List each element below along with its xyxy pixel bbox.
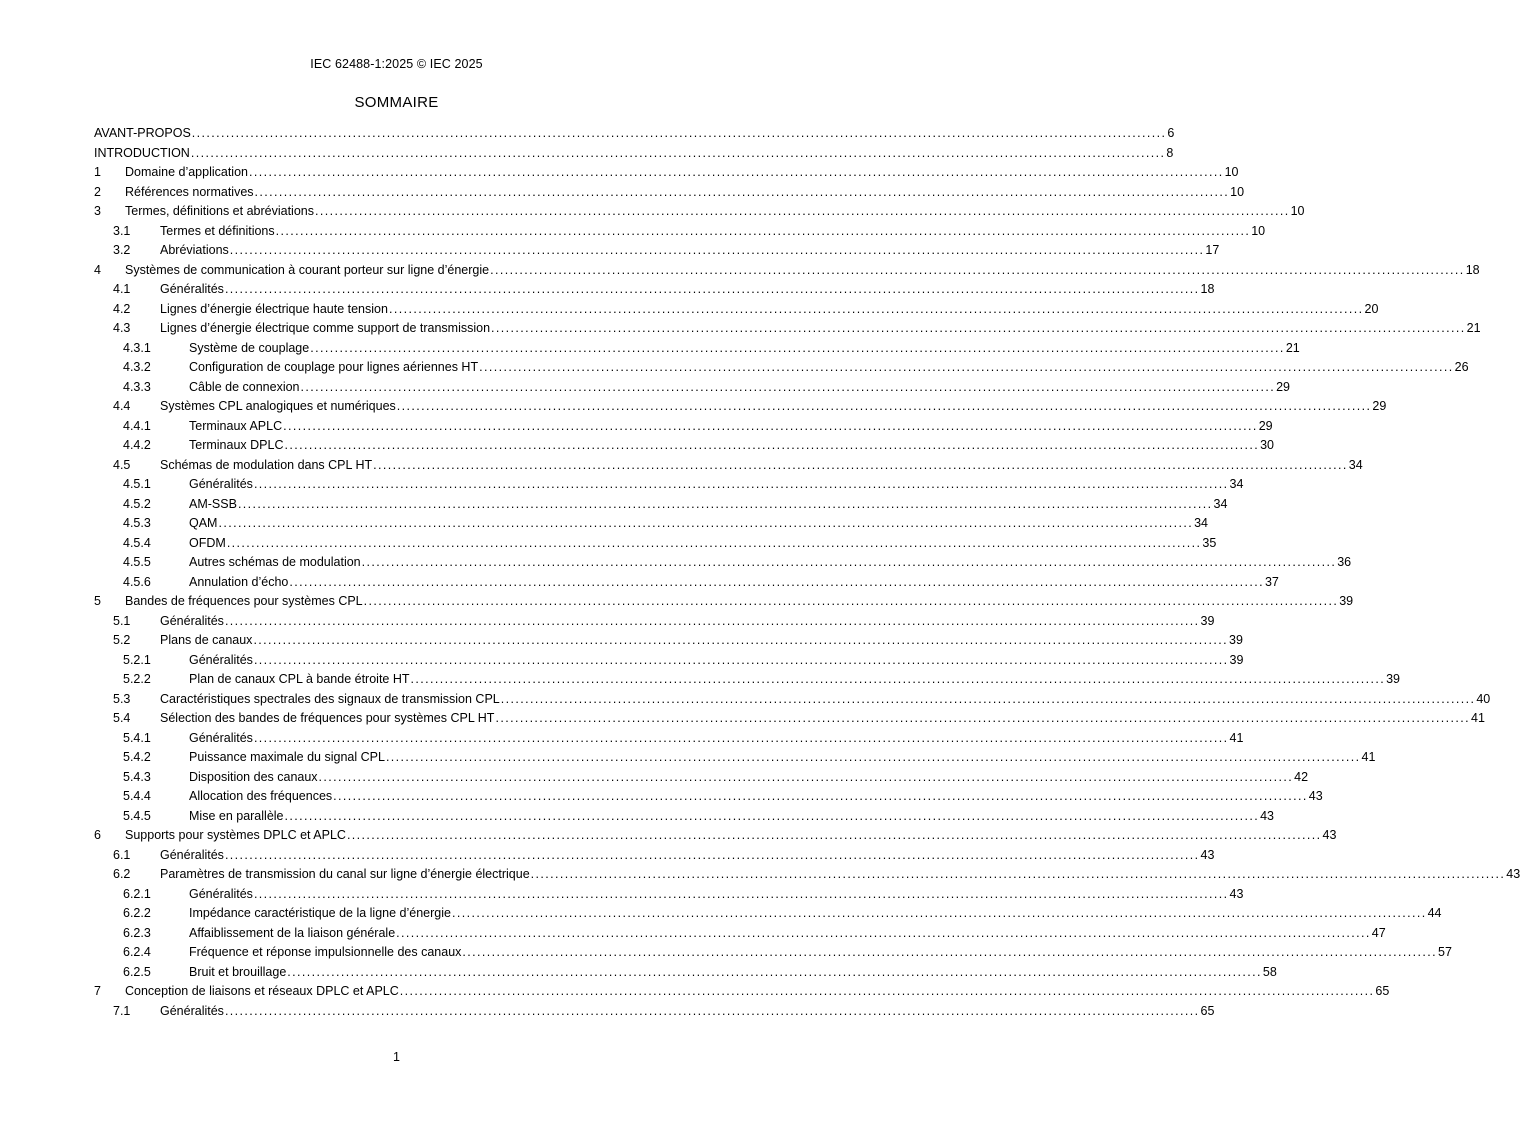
document-header: IEC 62488-1:2025 © IEC 2025 xyxy=(310,57,483,71)
toc-entry[interactable] xyxy=(94,807,1274,827)
toc-entry[interactable] xyxy=(94,241,1220,261)
toc-entry-title: Bruit et brouillage xyxy=(189,963,287,983)
toc-entry[interactable] xyxy=(94,553,1352,573)
toc-dot-leader: ........................................................................................................................................................................................................ xyxy=(451,906,1427,920)
toc-entry-title: Lignes d’énergie électrique haute tension xyxy=(160,300,389,320)
toc-entry[interactable] xyxy=(94,982,1390,1002)
toc-entry[interactable] xyxy=(94,826,1337,846)
toc-entry-number: 4.5.1 xyxy=(123,477,151,491)
toc-entry-number: 4.1 xyxy=(113,282,131,296)
page-title: SOMMAIRE xyxy=(354,94,439,111)
toc-entry-page: 58 xyxy=(1262,964,1277,979)
toc-entry-number: 6.2 xyxy=(113,867,131,881)
toc-entry-title: AVANT-PROPOS xyxy=(94,124,192,144)
toc-entry-number: 4.4.2 xyxy=(123,438,151,452)
toc-entry-page: 34 xyxy=(1348,457,1363,472)
toc-entry-number: 4.2 xyxy=(113,301,131,316)
toc-entry-title: Généralités xyxy=(160,280,225,300)
toc-entry-number: 5.3 xyxy=(113,691,131,706)
toc-entry-page: 29 xyxy=(1372,399,1387,413)
toc-entry-title: Généralités xyxy=(160,1002,225,1022)
toc-dot-leader: ........................................................................................................................................................................................................ xyxy=(218,516,1194,530)
toc-entry-number: 6.2.4 xyxy=(123,945,151,959)
toc-entry[interactable] xyxy=(94,612,1215,632)
toc-dot-leader: ........................................................................................................................................................................................................ xyxy=(237,496,1213,511)
toc-entry-title: Abréviations xyxy=(160,241,230,261)
toc-dot-leader: ........................................................................................................................................................................................................ xyxy=(300,379,1276,394)
toc-entry-title: INTRODUCTION xyxy=(94,144,191,164)
toc-dot-leader: ........................................................................................................................................................................................................ xyxy=(361,555,1337,569)
toc-entry-page: 29 xyxy=(1276,379,1290,394)
toc-dot-leader: ........................................................................................................................................................................................................ xyxy=(491,321,1466,335)
toc-entry-number: 3.2 xyxy=(113,243,131,257)
toc-dot-leader: ........................................................................................................................................................................................................ xyxy=(385,750,1361,764)
toc-entry-title: Plans de canaux xyxy=(160,631,253,651)
toc-entry[interactable] xyxy=(94,280,1215,300)
toc-entry[interactable] xyxy=(94,378,1290,398)
toc-entry-number: 6.2.1 xyxy=(123,886,151,901)
toc-entry-page: 8 xyxy=(1166,145,1174,160)
toc-entry-page: 39 xyxy=(1386,672,1401,686)
toc-entry-number: 4.3.2 xyxy=(123,360,151,374)
toc-entry-title: Lignes d’énergie électrique comme support de transmission xyxy=(160,319,491,339)
toc-entry[interactable] xyxy=(94,319,1481,339)
toc-entry[interactable] xyxy=(94,397,1387,417)
toc-entry-title: Généralités xyxy=(160,846,225,866)
toc-entry-title: OFDM xyxy=(189,534,227,554)
toc-entry-page: 43 xyxy=(1200,847,1215,862)
toc-dot-leader: ........................................................................................................................................................................................................ xyxy=(479,360,1454,374)
toc-entry[interactable] xyxy=(94,183,1245,203)
toc-dot-leader: ........................................................................................................................................................................................................ xyxy=(363,594,1339,608)
toc-entry-number: 5.2.1 xyxy=(123,652,151,667)
toc-entry-title: AM-SSB xyxy=(189,495,238,515)
toc-entry-number: 7 xyxy=(94,984,101,998)
toc-entry-title: Allocation des fréquences xyxy=(189,787,333,807)
toc-entry-page: 20 xyxy=(1364,301,1379,316)
toc-entry[interactable] xyxy=(94,904,1442,924)
toc-dot-leader: ........................................................................................................................................................................................................ xyxy=(284,438,1260,452)
toc-entry-number: 4.4.1 xyxy=(123,418,151,433)
toc-entry[interactable] xyxy=(94,573,1279,593)
toc-entry-page: 65 xyxy=(1375,984,1390,998)
toc-entry-title: Configuration de couplage pour lignes aériennes HT xyxy=(189,358,479,378)
toc-entry[interactable] xyxy=(94,670,1401,690)
toc-entry-number: 4.5.2 xyxy=(123,496,151,511)
toc-entry-page: 41 xyxy=(1361,750,1376,764)
toc-entry-number: 5 xyxy=(94,594,101,608)
toc-dot-leader: ........................................................................................................................................................................................................ xyxy=(190,145,1166,160)
toc-entry-page: 6 xyxy=(1167,126,1175,140)
toc-dot-leader: ........................................................................................................................................................................................................ xyxy=(289,574,1264,589)
toc-entry-page: 10 xyxy=(1251,223,1266,238)
toc-dot-leader: ........................................................................................................................................................................................................ xyxy=(388,301,1364,316)
toc-entry-page: 10 xyxy=(1290,204,1305,218)
toc-entry-page: 43 xyxy=(1322,828,1337,842)
toc-entry-page: 18 xyxy=(1200,282,1215,296)
toc-entry-number: 6.1 xyxy=(113,847,131,862)
toc-dot-leader: ........................................................................................................................................................................................................ xyxy=(462,945,1437,959)
toc-entry[interactable] xyxy=(94,1002,1215,1022)
toc-dot-leader: ........................................................................................................................................................................................................ xyxy=(396,399,1372,413)
toc-entry-page: 44 xyxy=(1427,906,1442,920)
toc-entry-page: 10 xyxy=(1224,165,1239,179)
toc-dot-leader: ........................................................................................................................................................................................................ xyxy=(253,886,1229,901)
toc-entry-title: QAM xyxy=(189,514,218,534)
toc-entry-page: 42 xyxy=(1294,769,1309,784)
toc-entry-number: 6 xyxy=(94,828,101,842)
toc-entry-title: Généralités xyxy=(189,885,254,905)
toc-entry[interactable] xyxy=(94,163,1239,183)
toc-entry-page: 47 xyxy=(1371,925,1386,940)
toc-entry-number: 6.2.2 xyxy=(123,906,151,920)
toc-entry[interactable] xyxy=(94,144,1174,164)
toc-entry-page: 35 xyxy=(1202,535,1217,550)
toc-entry-page: 43 xyxy=(1308,789,1323,803)
toc-dot-leader: ........................................................................................................................................................................................................ xyxy=(530,867,1506,881)
toc-entry-number: 4.5.4 xyxy=(123,535,151,550)
toc-entry[interactable] xyxy=(94,768,1309,788)
toc-entry-page: 37 xyxy=(1264,574,1279,589)
toc-entry-number: 5.1 xyxy=(113,613,131,628)
toc-entry-number: 4.3.1 xyxy=(123,340,151,355)
toc-dot-leader: ........................................................................................................................................................................................................ xyxy=(229,243,1205,257)
toc-entry[interactable] xyxy=(94,631,1243,651)
toc-dot-leader: ........................................................................................................................................................................................................ xyxy=(224,1003,1200,1018)
toc-entry[interactable] xyxy=(94,436,1274,456)
toc-entry-number: 2 xyxy=(94,184,101,199)
toc-dot-leader: ........................................................................................................................................................................................................ xyxy=(283,418,1258,433)
toc-entry-page: 29 xyxy=(1258,418,1273,433)
toc-entry[interactable] xyxy=(94,358,1469,378)
toc-entry[interactable] xyxy=(94,124,1175,144)
toc-entry-title: Fréquence et réponse impulsionnelle des canaux xyxy=(189,943,462,963)
toc-entry-title: Sélection des bandes de fréquences pour systèmes CPL HT xyxy=(160,709,495,729)
toc-dot-leader: ........................................................................................................................................................................................................ xyxy=(314,204,1290,218)
toc-dot-leader: ........................................................................................................................................................................................................ xyxy=(410,672,1386,686)
toc-entry-page: 17 xyxy=(1205,243,1220,257)
toc-entry-title: Mise en parallèle xyxy=(189,807,285,827)
toc-entry-page: 43 xyxy=(1229,886,1244,901)
toc-entry-title: Terminaux APLC xyxy=(189,417,283,437)
toc-entry-page: 36 xyxy=(1337,555,1352,569)
toc-entry-title: Impédance caractéristique de la ligne d’énergie xyxy=(189,904,452,924)
toc-entry-page: 39 xyxy=(1339,594,1354,608)
toc-entry-title: Plan de canaux CPL à bande étroite HT xyxy=(189,670,411,690)
toc-entry-number: 7.1 xyxy=(113,1003,131,1018)
toc-entry-title: Puissance maximale du signal CPL xyxy=(189,748,386,768)
toc-dot-leader: ........................................................................................................................................................................................................ xyxy=(495,711,1471,725)
toc-entry-page: 41 xyxy=(1471,711,1485,725)
toc-entry-page: 65 xyxy=(1200,1003,1215,1018)
toc-entry[interactable] xyxy=(94,943,1452,963)
toc-entry-number: 4.3 xyxy=(113,321,131,335)
toc-entry[interactable] xyxy=(94,787,1323,807)
toc-entry[interactable] xyxy=(94,651,1244,671)
toc-entry-number: 5.4 xyxy=(113,711,131,725)
toc-entry-number: 4.5.5 xyxy=(123,555,151,569)
toc-entry-number: 5.4.2 xyxy=(123,750,151,764)
toc-entry[interactable] xyxy=(94,963,1277,983)
toc-entry-title: Bandes de fréquences pour systèmes CPL xyxy=(125,592,364,612)
toc-entry-number: 5.4.4 xyxy=(123,789,151,803)
toc-entry[interactable] xyxy=(94,885,1244,905)
toc-entry-page: 34 xyxy=(1194,516,1208,530)
toc-entry[interactable] xyxy=(94,729,1244,749)
toc-entry-number: 4.4 xyxy=(113,399,131,413)
toc-entry-page: 43 xyxy=(1260,808,1274,823)
toc-entry[interactable] xyxy=(94,417,1273,437)
toc-entry-page: 39 xyxy=(1200,613,1215,628)
toc-entry-title: Systèmes CPL analogiques et numériques xyxy=(160,397,397,417)
toc-entry-title: Références normatives xyxy=(125,183,255,203)
toc-entry-title: Caractéristiques spectrales des signaux de transmission CPL xyxy=(160,690,501,710)
toc-entry-title: Annulation d’écho xyxy=(189,573,289,593)
toc-entry[interactable] xyxy=(94,748,1376,768)
toc-dot-leader: ........................................................................................................................................................................................................ xyxy=(249,165,1224,179)
toc-entry-number: 6.2.3 xyxy=(123,925,151,940)
toc-entry-page: 43 xyxy=(1506,867,1520,881)
toc-dot-leader: ........................................................................................................................................................................................................ xyxy=(224,613,1200,628)
toc-entry[interactable] xyxy=(94,456,1363,476)
toc-entry-number: 6.2.5 xyxy=(123,964,151,979)
toc-dot-leader: ........................................................................................................................................................................................................ xyxy=(191,126,1167,140)
toc-entry-title: Termes, définitions et abréviations xyxy=(125,202,315,222)
toc-entry-page: 39 xyxy=(1229,652,1244,667)
toc-entry-page: 57 xyxy=(1438,945,1452,959)
toc-entry-title: Autres schémas de modulation xyxy=(189,553,362,573)
toc-entry-title: Généralités xyxy=(189,651,254,671)
toc-dot-leader: ........................................................................................................................................................................................................ xyxy=(373,457,1348,472)
toc-entry-page: 41 xyxy=(1229,730,1244,745)
toc-dot-leader: ........................................................................................................................................................................................................ xyxy=(253,730,1229,745)
toc-entry[interactable] xyxy=(94,709,1485,729)
toc-entry-number: 4.5.6 xyxy=(123,574,151,589)
toc-entry-number: 5.4.5 xyxy=(123,808,151,823)
toc-entry[interactable] xyxy=(94,924,1386,944)
toc-entry-number: 5.2.2 xyxy=(123,672,151,686)
toc-dot-leader: ........................................................................................................................................................................................................ xyxy=(253,652,1229,667)
toc-entry-page: 39 xyxy=(1229,633,1243,647)
toc-entry-title: Terminaux DPLC xyxy=(189,436,284,456)
toc-entry-title: Affaiblissement de la liaison générale xyxy=(189,924,396,944)
toc-dot-leader: ........................................................................................................................................................................................................ xyxy=(254,184,1230,199)
toc-entry-page: 10 xyxy=(1230,184,1245,199)
toc-entry-number: 5.4.1 xyxy=(123,730,151,745)
toc-dot-leader: ........................................................................................................................................................................................................ xyxy=(253,633,1229,647)
toc-entry-title: Termes et définitions xyxy=(160,222,276,242)
toc-entry-number: 5.4.3 xyxy=(123,769,151,784)
toc-entry-title: Disposition des canaux xyxy=(189,768,319,788)
toc-entry-title: Domaine d’application xyxy=(125,163,249,183)
toc-entry[interactable] xyxy=(94,475,1244,495)
toc-entry-number: 4 xyxy=(94,262,101,277)
toc-dot-leader: ........................................................................................................................................................................................................ xyxy=(333,789,1308,803)
toc-dot-leader: ........................................................................................................................................................................................................ xyxy=(284,808,1260,823)
toc-entry-title: Schémas de modulation dans CPL HT xyxy=(160,456,373,476)
toc-entry[interactable] xyxy=(94,339,1300,359)
toc-entry-number: 3.1 xyxy=(113,223,131,238)
toc-dot-leader: ........................................................................................................................................................................................................ xyxy=(310,340,1285,355)
toc-entry-page: 40 xyxy=(1476,691,1491,706)
toc-dot-leader: ........................................................................................................................................................................................................ xyxy=(224,847,1200,862)
toc-entry-number: 4.5.3 xyxy=(123,516,151,530)
toc-entry[interactable] xyxy=(94,202,1305,222)
toc-entry-number: 1 xyxy=(94,165,101,179)
toc-dot-leader: ........................................................................................................................................................................................................ xyxy=(318,769,1294,784)
toc-entry-title: Conception de liaisons et réseaux DPLC et APLC xyxy=(125,982,400,1002)
toc-dot-leader: ........................................................................................................................................................................................................ xyxy=(275,223,1251,238)
toc-entry-title: Système de couplage xyxy=(189,339,310,359)
toc-entry[interactable] xyxy=(94,846,1215,866)
toc-entry-page: 21 xyxy=(1466,321,1481,335)
toc-entry-page: 30 xyxy=(1260,438,1274,452)
toc-entry[interactable] xyxy=(94,495,1228,515)
toc-dot-leader: ........................................................................................................................................................................................................ xyxy=(399,984,1375,998)
toc-entry-page: 21 xyxy=(1285,340,1300,355)
toc-dot-leader: ........................................................................................................................................................................................................ xyxy=(396,925,1371,940)
toc-entry-page: 18 xyxy=(1465,262,1480,277)
toc-entry-title: Systèmes de communication à courant porteur sur ligne d’énergie xyxy=(125,261,490,281)
toc-entry-title: Généralités xyxy=(189,475,254,495)
toc-entry-page: 34 xyxy=(1213,496,1228,511)
toc-entry-title: Généralités xyxy=(160,612,225,632)
toc-entry[interactable] xyxy=(94,261,1480,281)
toc-entry-number: 4.5 xyxy=(113,457,131,472)
toc-entry-number: 3 xyxy=(94,204,101,218)
toc-entry-page: 26 xyxy=(1454,360,1469,374)
toc-entry-title: Généralités xyxy=(189,729,254,749)
toc-entry[interactable] xyxy=(94,514,1208,534)
toc-dot-leader: ........................................................................................................................................................................................................ xyxy=(253,477,1229,491)
toc-entry-number: 5.2 xyxy=(113,633,131,647)
toc-entry-title: Paramètres de transmission du canal sur ligne d’énergie électrique xyxy=(160,865,531,885)
toc-entry-number: 4.3.3 xyxy=(123,379,151,394)
toc-entry-title: Supports pour systèmes DPLC et APLC xyxy=(125,826,347,846)
toc-dot-leader: ........................................................................................................................................................................................................ xyxy=(346,828,1322,842)
toc-entry[interactable] xyxy=(94,300,1379,320)
page-number: 1 xyxy=(393,1050,400,1064)
toc-entry[interactable] xyxy=(94,690,1491,710)
toc-entry-page: 34 xyxy=(1229,477,1244,491)
toc-dot-leader: ........................................................................................................................................................................................................ xyxy=(226,535,1202,550)
toc-dot-leader: ........................................................................................................................................................................................................ xyxy=(490,262,1465,277)
toc-entry[interactable] xyxy=(94,865,1520,885)
table-of-contents xyxy=(94,124,1520,1021)
toc-entry[interactable] xyxy=(94,534,1217,554)
toc-entry[interactable] xyxy=(94,592,1354,612)
toc-dot-leader: ........................................................................................................................................................................................................ xyxy=(224,282,1200,296)
toc-dot-leader: ........................................................................................................................................................................................................ xyxy=(500,691,1476,706)
toc-entry-title: Câble de connexion xyxy=(189,378,301,398)
toc-dot-leader: ........................................................................................................................................................................................................ xyxy=(287,964,1262,979)
toc-entry[interactable] xyxy=(94,222,1266,242)
